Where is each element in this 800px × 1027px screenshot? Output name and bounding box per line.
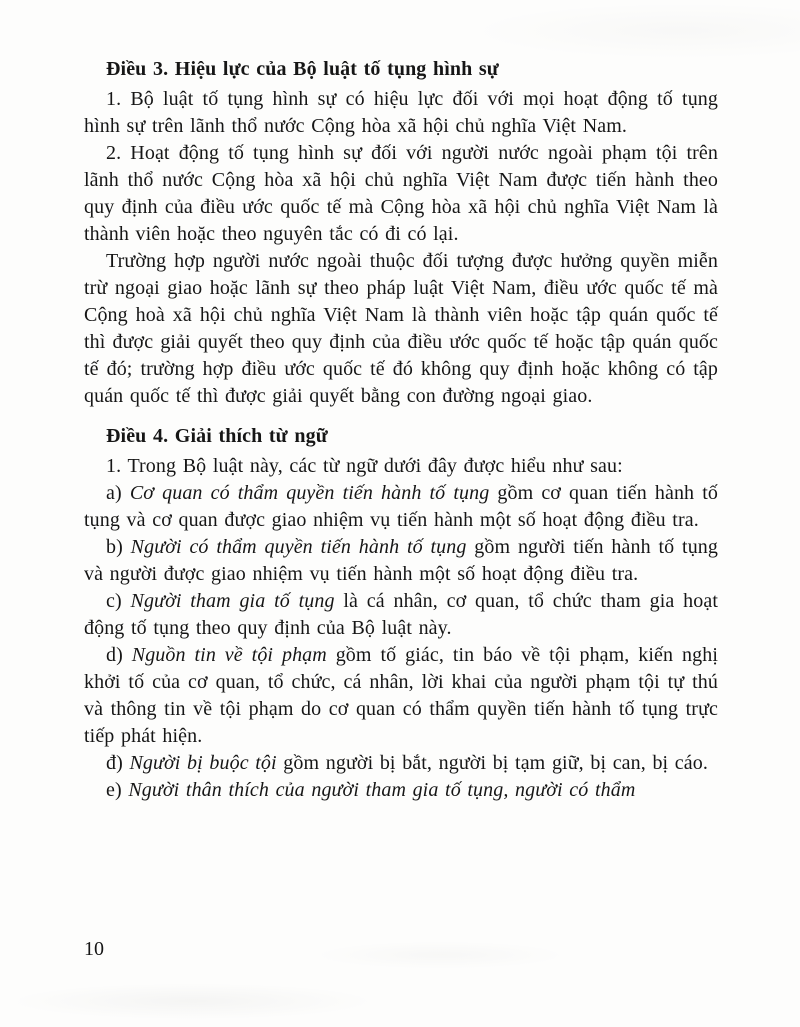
paragraph: [84, 777, 718, 804]
text-run: b): [106, 536, 131, 558]
paragraph: [84, 642, 718, 750]
paragraph: [84, 248, 718, 410]
text-run: 1. Bộ luật tố tụng hình sự có hiệu lực đối với mọi hoạt động tố tụng hình sự trên lãnh thổ nước Cộng hòa xã hội chủ nghĩa Việt Nam.: [84, 88, 718, 137]
document-body: [84, 56, 718, 804]
article-heading: Điều 4. Giải thích từ ngữ: [106, 425, 328, 447]
paragraph: [84, 588, 718, 642]
text-run: gồm tố giác, tin báo về tội phạm, kiến nghị khởi tố của cơ quan, tổ chức, cá nhân, lời khai của người phạm tội tự thú và thông tin về tội phạm do cơ quan có thẩm quyền tiến hành tố tụng trực tiếp phát hiện.: [84, 644, 718, 747]
paragraph: [84, 480, 718, 534]
paragraph: [84, 534, 718, 588]
defined-term: Nguồn tin về tội phạm: [131, 644, 327, 666]
text-run: a): [106, 482, 130, 504]
defined-term: Người bị buộc tội: [129, 752, 277, 774]
defined-term: Người có thẩm quyền tiến hành tố tụng: [130, 536, 467, 558]
article-section: [84, 423, 718, 804]
text-run: là cá nhân, cơ quan, tổ chức tham gia hoạt động tố tụng theo quy định của Bộ luật này.: [84, 590, 718, 639]
text-run: Trường hợp người nước ngoài thuộc đối tượng được hưởng quyền miễn trừ ngoại giao hoặc lãnh sự theo pháp luật Việt Nam, điều ước quốc tế mà Cộng hoà xã hội chủ nghĩa Việt Nam là thành viên hoặc tập quán quốc tế thì được giải quyết theo quy định của điều ước quốc tế hoặc tập quán quốc tế đó; trường hợp điều ước quốc tế đó không quy định hoặc không có tập quán quốc tế thì được giải quyết bằng con đường ngoại giao.: [84, 250, 718, 407]
text-run: 1. Trong Bộ luật này, các từ ngữ dưới đây được hiểu như sau:: [106, 455, 623, 477]
paragraph: [84, 86, 718, 140]
defined-term: Người tham gia tố tụng: [130, 590, 335, 612]
text-run: c): [106, 590, 131, 612]
defined-term: Người thân thích của người tham gia tố tụng, người có thẩm: [128, 779, 636, 801]
defined-term: Cơ quan có thẩm quyền tiến hành tố tụng: [129, 482, 490, 504]
paragraph: [84, 750, 718, 777]
text-run: đ): [106, 752, 130, 774]
article-heading: Điều 3. Hiệu lực của Bộ luật tố tụng hình sự: [106, 58, 499, 80]
paragraph: [84, 453, 718, 480]
text-run: gồm người tiến hành tố tụng và người được giao nhiệm vụ tiến hành một số hoạt động điều tra.: [84, 536, 718, 585]
text-run: gồm cơ quan tiến hành tố tụng và cơ quan được giao nhiệm vụ tiến hành một số hoạt động điều tra.: [84, 482, 718, 531]
text-run: gồm người bị bắt, người bị tạm giữ, bị can, bị cáo.: [276, 752, 708, 774]
article-section: [84, 56, 718, 410]
text-run: e): [106, 779, 129, 801]
paragraph: [84, 140, 718, 248]
text-run: d): [106, 644, 132, 666]
text-run: 2. Hoạt động tố tụng hình sự đối với người nước ngoài phạm tội trên lãnh thổ nước Cộng hòa xã hội chủ nghĩa Việt Nam được tiến hành theo quy định của điều ước quốc tế mà Cộng hòa xã hội chủ nghĩa Việt Nam là thành viên hoặc theo nguyên tắc có đi có lại.: [84, 142, 718, 245]
page-number: 10: [84, 938, 104, 960]
